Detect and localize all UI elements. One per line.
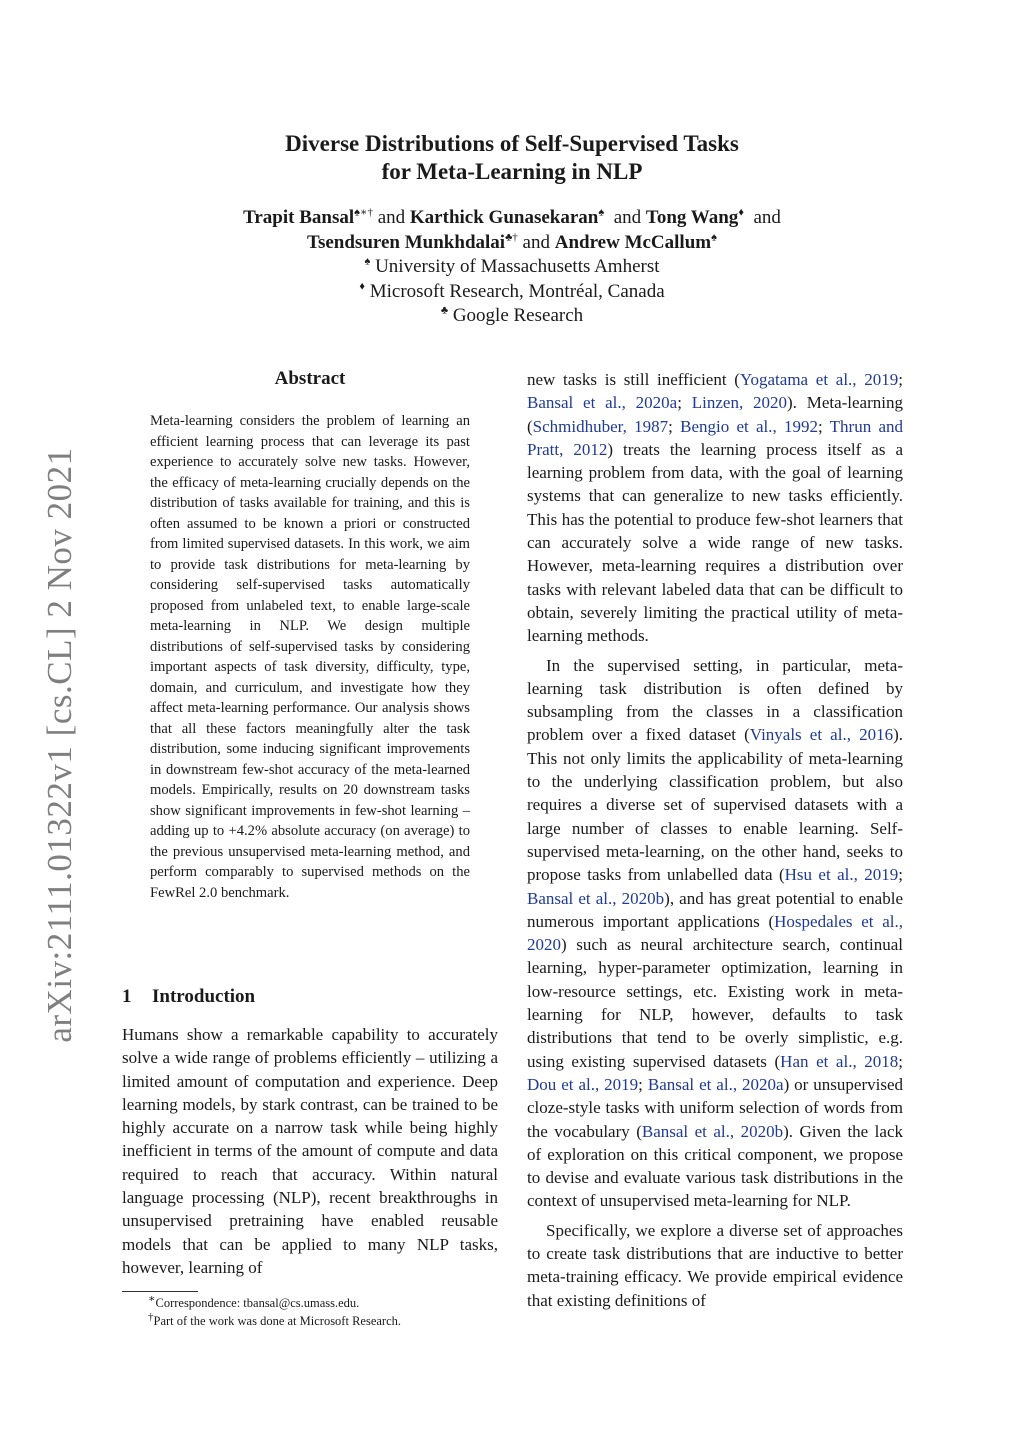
author-name: Tsendsuren Munkhdalai — [307, 231, 506, 253]
author-mark: ♠ — [711, 231, 717, 244]
author-mark: ♦ — [738, 206, 744, 219]
citation-link[interactable]: Thrun and Pratt, 2012 — [527, 416, 903, 459]
affiliation-mark: ♣ — [440, 304, 449, 317]
and-word: and — [377, 207, 406, 228]
affiliation-mark: ♦ — [359, 280, 365, 293]
citation-link[interactable]: Hsu et al., 2019 — [784, 865, 899, 885]
citation-link[interactable]: Bansal et al., 2020b — [641, 1121, 784, 1141]
footnote-mark: † — [148, 1310, 154, 1323]
affiliation-name: Microsoft Research, Montréal, Canada — [369, 280, 665, 302]
citation-link[interactable]: Dou et al., 2019 — [527, 1074, 639, 1094]
citation-link[interactable]: Bansal et al., 2020a — [647, 1074, 784, 1094]
citation-link[interactable]: Bengio et al., 1992 — [680, 416, 818, 436]
footnote-text: Part of the work was done at Microsoft Research. — [153, 1314, 401, 1328]
section-heading-introduction — [122, 986, 255, 1008]
author-mark: ♣† — [505, 231, 518, 244]
affiliation-name: Google Research — [452, 305, 584, 326]
citation-link[interactable]: Yogatama et al., 2019 — [739, 370, 899, 389]
section-title: Introduction — [152, 986, 256, 1007]
footnote — [122, 1312, 498, 1330]
author-name: Trapit Bansal — [243, 207, 355, 228]
title-line-2: for Meta-Learning in NLP — [381, 159, 643, 184]
author-line-1 — [0, 206, 1024, 231]
footnote-mark: ∗ — [148, 1292, 156, 1305]
citation-link[interactable]: Schmidhuber, 1987 — [532, 416, 669, 436]
author-mark: ♠ — [598, 206, 605, 219]
author-line-2 — [0, 231, 1024, 256]
citation-link[interactable]: Bansal et al., 2020b — [527, 888, 665, 908]
paragraph: In the supervised setting, in particular, meta-learning task distribution is often defined by subsampling from the classes in a classification problem over a fixed dataset (Vinyals et al., 2016). This not only limits the applicability of meta-learning to the underlying classification problem, but also requires a diverse set of supervised datasets with a large number of classes to enable learning. Self-supervised meta-learning, on the other hand, seeks to propose tasks from unlabelled data (Hsu et al., 2019; Bansal et al., 2020b), and has great potential to enable numerous important applications (Hospedales et al., 2020) such as neural architecture search, continual learning, hyper-parameter optimization, learning in low-resource settings, etc. Existing work in meta-learning for NLP, however, defaults to task distributions that tend to be overly simplistic, e.g. using existing supervised datasets (Han et al., 2018; Dou et al., 2019; Bansal et al., 2020a) or unsupervised cloze-style tasks with uniform selection of words from the vocabulary (Bansal et al., 2020b). Given the lack of exploration on this critical component, we propose to devise and evaluate various task distributions in the context of unsupervised meta-learning for NLP. — [527, 655, 904, 1211]
and-word: and — [522, 231, 550, 253]
and-word: and — [613, 207, 642, 228]
citation-link[interactable]: Hospedales et al., 2020 — [527, 911, 904, 955]
author-name: Karthick Gunasekaran — [409, 207, 599, 228]
affiliation — [0, 255, 1024, 280]
footnotes — [122, 1294, 498, 1330]
introduction-text: Humans show a remarkable capability to accurately solve a wide range of problems efficiently – utilizing a limited amount of computation and experience. Deep learning models, by stark contrast, can be trained to be highly accurate on a narrow task while being highly inefficient in terms of the amount of compute and data required to reach that accuracy. Within natural language processing (NLP), recent breakthroughs in unsupervised pretraining have enabled reusable models that can be applied to many NLP tasks, however, learning of — [122, 1025, 498, 1277]
author-name: Andrew McCallum — [554, 231, 712, 253]
and-word: and — [753, 207, 781, 228]
arxiv-stamp: arXiv:2111.01322v1 [cs.CL] 2 Nov 2021 — [40, 447, 79, 1043]
affiliation — [0, 304, 1024, 329]
affiliation-mark: ♠ — [364, 255, 371, 268]
author-block — [0, 206, 1024, 329]
title-line-1: Diverse Distributions of Self-Supervised Tasks — [285, 131, 739, 156]
footnote-rule — [122, 1291, 198, 1292]
affiliation-name: University of Massachusetts Amherst — [375, 256, 660, 277]
citation-link[interactable]: Han et al., 2018 — [780, 1051, 899, 1071]
affiliation — [0, 280, 1024, 305]
citation-link[interactable]: Vinyals et al., 2016 — [749, 725, 894, 745]
paragraph: new tasks is still inefficient (Yogatama et al., 2019; Bansal et al., 2020a; Linzen, 2020). Meta-learning (Schmidhuber, 1987; Bengio et al., 1992; Thrun and Pratt, 2012) treats the learning process itself as a learning problem from data, with the goal of learning systems that can generalize to new tasks efficiently. This has the potential to produce few-shot learners that can accurately solve a wide range of new tasks. However, meta-learning requires a distribution over tasks with relevant labeled data that can be difficult to obtain, severely limiting the practical utility of meta-learning methods. — [527, 370, 903, 646]
author-name: Tong Wang — [645, 207, 739, 228]
footnote — [122, 1294, 498, 1312]
footnote-text: Correspondence: tbansal@cs.umass.edu. — [155, 1296, 360, 1310]
citation-link[interactable]: Linzen, 2020 — [691, 393, 787, 413]
citation-link[interactable]: Bansal et al., 2020a — [527, 393, 678, 413]
section-number: 1 — [122, 986, 132, 1007]
abstract-text: Meta-learning considers the problem of learning an efficient learning process that can leverage its past experience to accurately solve new tasks. However, the efficacy of meta-learning crucially depends on the distribution of tasks available for training, and this is often assumed to be known a priori or constructed from limited supervised datasets. In this work, we aim to provide task distributions for meta-learning by considering self-supervised tasks automatically proposed from unlabeled text, to enable large-scale meta-learning in NLP. We design multiple distributions of self-supervised tasks by considering important aspects of task diversity, difficulty, type, domain, and curriculum, and investigate how they affect meta-learning performance. Our analysis shows that all these factors meaningfully alter the task distribution, some inducing significant improvements in downstream few-shot accuracy of the meta-learned models. Empirically, results on 20 downstream tasks show significant improvements in few-shot learning – adding up to +4.2% absolute accuracy (on average) to the previous unsupervised meta-learning method, and perform comparably to supervised methods on the FewRel 2.0 benchmark. — [150, 413, 470, 901]
right-column — [527, 368, 903, 1318]
paper-title — [0, 130, 1024, 186]
author-mark: ♠∗† — [354, 206, 373, 219]
paragraph: Specifically, we explore a diverse set of approaches to create task distributions that are inductive to better meta-training efficacy. We provide empirical evidence that existing definitions of — [527, 1220, 903, 1310]
abstract-heading: Abstract — [274, 368, 346, 389]
